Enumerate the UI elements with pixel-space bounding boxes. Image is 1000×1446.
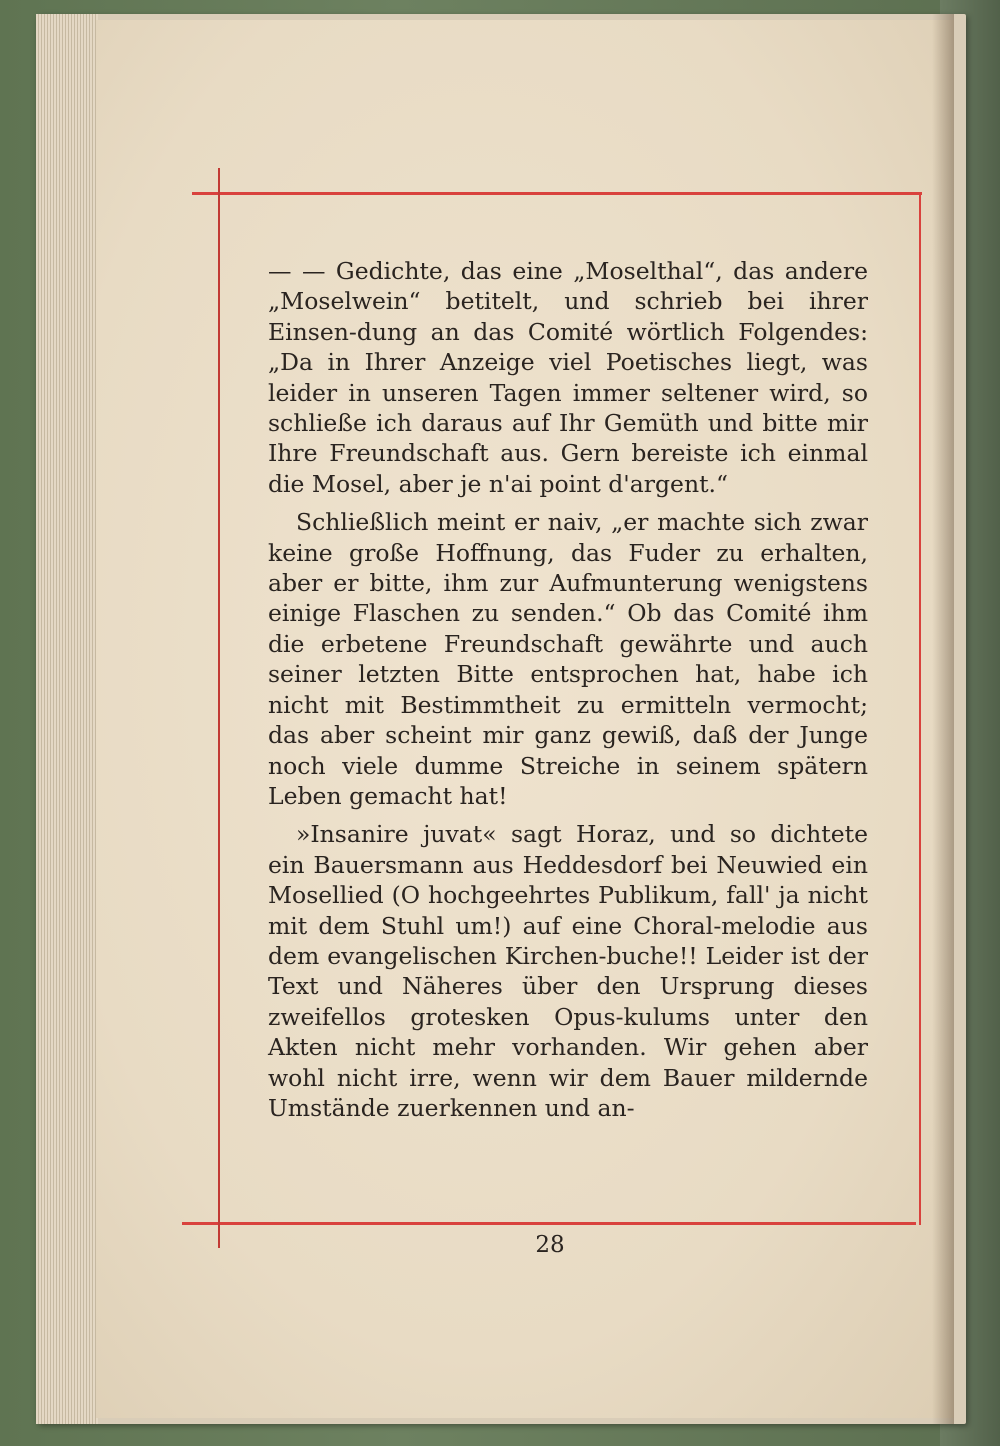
- red-rule-top: [192, 192, 922, 195]
- paragraph-3: »Insanire juvat« sagt Horaz, und so dichtete ein Bauersmann aus Heddesdorf bei Neuwied ein Mosellied (O hochgeehrtes Publikum, fall' ja nicht mit dem Stuhl um!) auf eine Choral-melodie aus dem evangelischen Kirchen-buche!! Leider ist der Text und Näheres über den Ursprung dieses zweifellos grotesken Opus-kulums unter den Akten nicht mehr vorhanden. Wir gehen aber wohl nicht irre, wenn wir dem Bauer mildernde Umstände zuerkennen und an-: [268, 820, 868, 1122]
- page-number: 28: [535, 1232, 565, 1258]
- red-rule-right: [919, 192, 921, 1225]
- red-rule-left: [218, 168, 220, 1248]
- spine-shadow: [932, 14, 954, 1424]
- paragraph-1: — — Gedichte, das eine „Moselthal“, das andere „Moselwein“ betitelt, und schrieb bei ihrer Einsen-dung an das Comité wörtlich Folgendes: „Da in Ihrer Anzeige viel Poetisches liegt, was leider in unseren Tagen immer seltener wird, so schließe ich daraus auf Ihr Gemüth und bitte mir Ihre Freundschaft aus. Gern bereiste ich einmal die Mosel, aber je n'ai point d'argent.“: [268, 257, 868, 498]
- red-rule-bottom: [182, 1222, 916, 1225]
- text-block: [268, 256, 868, 1123]
- paragraph-2: Schließlich meint er naiv, „er machte sich zwar keine große Hoffnung, das Fuder zu erhalten, aber er bitte, ihm zur Aufmunterung wenigstens einige Flaschen zu senden.“ Ob das Comité ihm die erbetene Freundschaft gewährte und auch seiner letzten Bitte entsprochen hat, habe ich nicht mit Bestimmtheit zu ermitteln vermocht; das aber scheint mir ganz gewiß, daß der Junge noch viele dumme Streiche in seinem spätern Leben gemacht hat!: [268, 508, 868, 810]
